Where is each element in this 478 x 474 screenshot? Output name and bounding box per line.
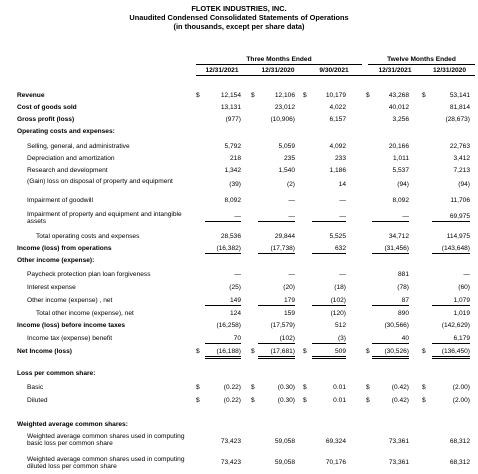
table-cell: 73,361 bbox=[388, 438, 409, 445]
table-cell: 68,312 bbox=[449, 459, 470, 466]
table-cell: (0.22) bbox=[223, 384, 241, 391]
table-cell: (136,450) bbox=[432, 348, 470, 359]
table-cell: 59,058 bbox=[274, 459, 295, 466]
table-cell: (17,579) bbox=[270, 322, 295, 329]
table-cell: 149 bbox=[205, 297, 241, 306]
table-cell: (78) bbox=[397, 284, 409, 291]
row-label: Basic bbox=[27, 384, 44, 391]
column-header: 12/31/2021 bbox=[205, 67, 239, 74]
table-cell: 3,256 bbox=[392, 116, 409, 123]
table-cell: (102) bbox=[258, 335, 295, 344]
table-cell: 235 bbox=[283, 155, 295, 162]
table-cell: (120) bbox=[330, 310, 346, 317]
table-cell: (142,629) bbox=[441, 322, 470, 329]
table-cell: (0.30) bbox=[277, 384, 295, 391]
table-cell: (94) bbox=[397, 181, 409, 188]
table-cell: (0.30) bbox=[277, 397, 295, 404]
table-cell: 6,179 bbox=[432, 335, 470, 344]
dollar-sign: $ bbox=[366, 397, 370, 404]
table-cell: 5,792 bbox=[224, 143, 241, 150]
table-cell: 124 bbox=[229, 310, 241, 317]
twelve-months-underline bbox=[368, 64, 475, 65]
column-header: 12/31/2020 bbox=[261, 67, 295, 74]
dollar-sign: $ bbox=[196, 92, 200, 99]
table-cell: 14 bbox=[338, 181, 346, 188]
three-months-group-header: Three Months Ended bbox=[246, 56, 312, 63]
dollar-sign: $ bbox=[422, 92, 426, 99]
dollar-sign: $ bbox=[251, 384, 255, 391]
table-cell: 4,092 bbox=[329, 143, 346, 150]
row-label: Weighted average common shares used in computing basic loss per common share bbox=[27, 433, 185, 447]
table-cell: 1,019 bbox=[453, 310, 470, 317]
table-cell: 43,268 bbox=[388, 92, 409, 99]
table-cell: 4,022 bbox=[329, 104, 346, 111]
table-cell: (39) bbox=[229, 181, 241, 188]
table-cell: (16,382) bbox=[205, 245, 241, 254]
dollar-sign: $ bbox=[366, 384, 370, 391]
dollar-sign: $ bbox=[303, 397, 307, 404]
units-note: (in thousands, except per share data) bbox=[173, 22, 305, 31]
column-header: 12/31/2021 bbox=[378, 67, 412, 74]
table-cell: 1,540 bbox=[278, 167, 295, 174]
row-label: Weighted average common shares: bbox=[17, 421, 128, 428]
row-label: Income (loss) from operations bbox=[17, 245, 112, 252]
table-cell: — bbox=[205, 213, 241, 222]
company-name: FLOTEK INDUSTRIES, INC. bbox=[191, 4, 287, 13]
table-cell: (2.00) bbox=[452, 397, 470, 404]
table-cell: (16,188) bbox=[205, 348, 241, 359]
row-label: Research and development bbox=[27, 167, 108, 174]
table-cell: 40 bbox=[372, 335, 409, 344]
table-cell: (60) bbox=[458, 284, 470, 291]
table-cell: (30,526) bbox=[372, 348, 409, 359]
row-label: Income (loss) before income taxes bbox=[17, 322, 126, 329]
column-header: 9/30/2021 bbox=[319, 67, 349, 74]
column-header: 12/31/2020 bbox=[432, 67, 466, 74]
table-cell: (0.42) bbox=[391, 397, 409, 404]
table-cell: 218 bbox=[229, 155, 241, 162]
dollar-sign: $ bbox=[251, 348, 255, 355]
row-label: Cost of goods sold bbox=[17, 104, 77, 111]
table-cell: 81,814 bbox=[449, 104, 470, 111]
table-cell: — bbox=[258, 213, 295, 222]
row-label: Impairment of goodwill bbox=[27, 197, 93, 204]
row-label: (Gain) loss on disposal of property and equipment bbox=[27, 178, 173, 185]
dollar-sign: $ bbox=[303, 384, 307, 391]
table-cell: 70 bbox=[205, 335, 241, 344]
row-label: Gross profit (loss) bbox=[17, 116, 75, 123]
table-cell: (17,738) bbox=[258, 245, 295, 254]
table-cell: 1,342 bbox=[224, 167, 241, 174]
table-cell: (2.00) bbox=[452, 384, 470, 391]
table-cell: (143,648) bbox=[432, 245, 470, 254]
table-cell: 512 bbox=[334, 322, 346, 329]
row-label: Operating costs and expenses: bbox=[17, 128, 115, 135]
table-cell: (31,456) bbox=[372, 245, 409, 254]
twelve-months-group-header: Twelve Months Ended bbox=[387, 56, 456, 63]
table-cell: 20,166 bbox=[388, 143, 409, 150]
row-label: Net Income (loss) bbox=[17, 348, 72, 355]
table-cell: 11,706 bbox=[450, 197, 470, 204]
table-cell: 59,058 bbox=[274, 438, 295, 445]
table-cell: — bbox=[288, 271, 295, 278]
row-label: Income tax (expense) benefit bbox=[27, 335, 113, 342]
table-cell: (94) bbox=[458, 181, 470, 188]
table-cell: (18) bbox=[334, 284, 346, 291]
table-cell: 12,154 bbox=[220, 92, 241, 99]
row-label: Total operating costs and expenses bbox=[36, 233, 140, 240]
header-rule bbox=[196, 75, 475, 76]
table-cell: 0.01 bbox=[333, 397, 346, 404]
table-cell: 3,412 bbox=[453, 155, 470, 162]
table-cell: (10,906) bbox=[270, 116, 295, 123]
table-cell: 0.01 bbox=[333, 384, 346, 391]
row-label: Impairment of property and equipment and intangible assets bbox=[27, 211, 182, 225]
three-months-underline bbox=[196, 64, 362, 65]
table-cell: 114,975 bbox=[446, 233, 470, 240]
table-cell: 29,844 bbox=[274, 233, 295, 240]
table-cell: (0.22) bbox=[223, 397, 241, 404]
table-cell: (30,566) bbox=[384, 322, 409, 329]
table-cell: 12,106 bbox=[274, 92, 295, 99]
row-label: Other income (expense): bbox=[17, 257, 95, 264]
table-cell: 233 bbox=[334, 155, 346, 162]
table-cell: (28,673) bbox=[445, 116, 470, 123]
table-cell: 70,176 bbox=[325, 459, 346, 466]
row-label: Total other income (expense), net bbox=[36, 310, 134, 317]
dollar-sign: $ bbox=[422, 384, 426, 391]
row-label: Loss per common share: bbox=[17, 370, 96, 377]
dollar-sign: $ bbox=[422, 397, 426, 404]
table-cell: 87 bbox=[372, 297, 409, 306]
table-cell: (0.42) bbox=[391, 384, 409, 391]
row-label: Selling, general, and administrative bbox=[27, 143, 130, 150]
table-cell: (17,681) bbox=[258, 348, 295, 359]
table-cell: 1,011 bbox=[392, 155, 409, 162]
table-cell: 69,324 bbox=[325, 438, 346, 445]
table-cell: (3) bbox=[312, 335, 346, 344]
dollar-sign: $ bbox=[196, 348, 200, 355]
table-cell: 68,312 bbox=[449, 438, 470, 445]
row-label: Paycheck protection plan loan forgiveness bbox=[27, 271, 151, 278]
table-cell: 6,157 bbox=[329, 116, 346, 123]
table-cell: 5,537 bbox=[392, 167, 409, 174]
table-cell: 69,975 bbox=[432, 213, 470, 222]
table-cell: 28,536 bbox=[220, 233, 241, 240]
table-cell: — bbox=[339, 271, 346, 278]
table-cell: 7,213 bbox=[453, 167, 470, 174]
row-label: Weighted average common shares used in computing diluted loss per common share bbox=[27, 456, 185, 470]
table-cell: (25) bbox=[229, 284, 241, 291]
table-cell: 1,079 bbox=[432, 297, 470, 306]
dollar-sign: $ bbox=[366, 92, 370, 99]
table-cell: 881 bbox=[397, 271, 409, 278]
table-cell: — bbox=[288, 197, 295, 204]
table-cell: 23,012 bbox=[274, 104, 295, 111]
table-cell: 53,141 bbox=[449, 92, 470, 99]
table-cell: 73,361 bbox=[388, 459, 409, 466]
dollar-sign: $ bbox=[366, 348, 370, 355]
dollar-sign: $ bbox=[303, 348, 307, 355]
table-cell: — bbox=[312, 213, 346, 222]
table-cell: 13,131 bbox=[220, 104, 241, 111]
row-label: Revenue bbox=[17, 92, 45, 99]
table-cell: (102) bbox=[312, 297, 346, 306]
table-cell: 34,712 bbox=[388, 233, 409, 240]
table-cell: (16,258) bbox=[216, 322, 241, 329]
table-cell: 10,179 bbox=[325, 92, 346, 99]
table-cell: 179 bbox=[258, 297, 295, 306]
row-label: Interest expense bbox=[27, 284, 76, 291]
table-cell: 8,092 bbox=[392, 197, 409, 204]
table-cell: — bbox=[339, 197, 346, 204]
table-cell: 73,423 bbox=[220, 438, 241, 445]
dollar-sign: $ bbox=[251, 397, 255, 404]
table-cell: 890 bbox=[397, 310, 409, 317]
dollar-sign: $ bbox=[196, 397, 200, 404]
table-cell: (977) bbox=[225, 116, 241, 123]
dollar-sign: $ bbox=[251, 92, 255, 99]
table-cell: 8,092 bbox=[224, 197, 241, 204]
table-cell: 73,423 bbox=[220, 459, 241, 466]
row-label: Depreciation and amortization bbox=[27, 155, 115, 162]
table-cell: 40,012 bbox=[388, 104, 409, 111]
table-cell: 1,186 bbox=[329, 167, 346, 174]
table-cell: — bbox=[234, 271, 241, 278]
table-cell: (2) bbox=[286, 181, 295, 188]
table-cell: 159 bbox=[283, 310, 295, 317]
dollar-sign: $ bbox=[196, 384, 200, 391]
row-label: Other income (expense) , net bbox=[27, 297, 113, 304]
table-cell: (20) bbox=[283, 284, 295, 291]
row-label: Diluted bbox=[27, 397, 48, 404]
table-cell: 632 bbox=[312, 245, 346, 254]
table-cell: 509 bbox=[312, 348, 346, 359]
dollar-sign: $ bbox=[422, 348, 426, 355]
table-cell: — bbox=[463, 271, 470, 278]
table-cell: 5,525 bbox=[329, 233, 346, 240]
table-cell: 5,059 bbox=[278, 143, 295, 150]
table-cell: — bbox=[372, 213, 409, 222]
table-cell: 22,763 bbox=[449, 143, 470, 150]
statement-title: Unaudited Condensed Consolidated Statements of Operations bbox=[129, 13, 349, 22]
dollar-sign: $ bbox=[303, 92, 307, 99]
